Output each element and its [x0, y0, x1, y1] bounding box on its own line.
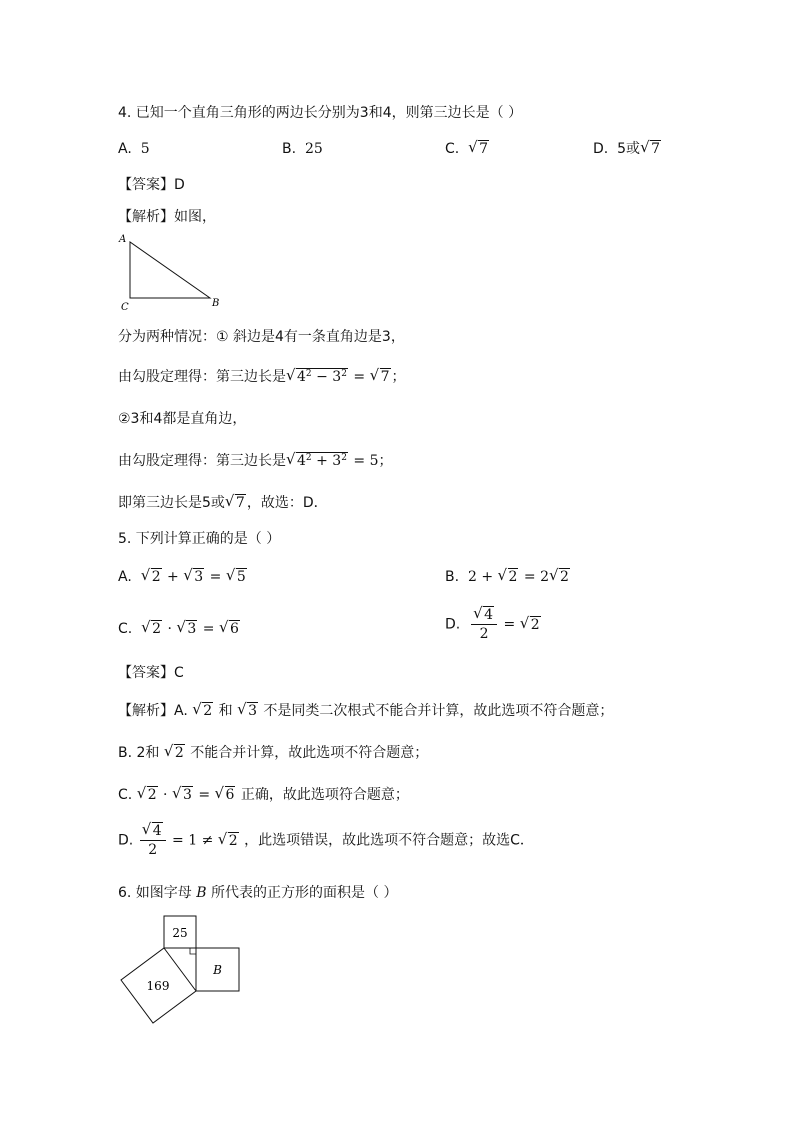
- q5-option-a: A. √ 2 + √ 3 = √ 5: [118, 568, 248, 586]
- square-small-label: 25: [172, 926, 188, 940]
- q4-conclusion: 即第三边长是5或√ 7 ，故选：D．: [118, 494, 328, 512]
- q4-pythagoras-line-1: 由勾股定理得：第三边长是√ $4^2 - 3^2$ = √ 7 ；: [118, 368, 406, 386]
- q6-stem: 6. 如图字母 B 所代表的正方形的面积是（ ）: [118, 885, 398, 901]
- q5-stem: 5. 下列计算正确的是（ ）: [118, 531, 281, 547]
- q5-explain-d: D. √ $\frac{4}{2}$ = 1 ≠ √ 2 ，此选项错误，故此选项不符合题意；故选C．: [118, 822, 534, 859]
- q5-explain-c: C. √ 2 · √ 3 = √ 6 正确，故此选项符合题意；: [118, 786, 409, 804]
- q5-option-c: C. √ 2 · √ 3 = √ 6: [118, 620, 241, 638]
- right-triangle-figure: [116, 230, 226, 314]
- squares-figure: [110, 910, 250, 1030]
- q4-case-two: ②3和4都是直角边，: [118, 411, 247, 427]
- q5-explain-a: 【解析】A. √ 2 和 √ 3 不是同类二次根式不能合并计算，故此选项不符合题意；: [118, 702, 613, 720]
- q5-answer: 【答案】C: [118, 665, 184, 681]
- q4-stem: 4. 已知一个直角三角形的两边长分别为3和4，则第三边长是（ ）: [118, 105, 523, 121]
- q4-answer: 【答案】D: [118, 177, 185, 193]
- square-large-label: 169: [146, 979, 170, 993]
- q4-option-b: B. 25: [282, 141, 323, 157]
- vertex-c-label: C: [121, 302, 129, 313]
- q4-case-one: 分为两种情况：① 斜边是4有一条直角边是3，: [118, 329, 405, 345]
- q5-explain-b: B. 2和 √ 2 不能合并计算，故此选项不符合题意；: [118, 744, 428, 762]
- q5-option-b: B. 2 + √ 2 = 2√ 2: [445, 568, 571, 586]
- q5-option-d: D. √ $\frac{4}{2}$ = √ 2: [445, 606, 542, 643]
- q4-option-d: D. 5或√ 7: [593, 140, 662, 158]
- vertex-b-label: B: [212, 298, 220, 309]
- q4-option-c: C. √ 7: [445, 140, 490, 158]
- vertex-a-label: A: [119, 234, 127, 245]
- right-angle-mark: [190, 948, 196, 954]
- q4-pythagoras-line-2: 由勾股定理得：第三边长是√ $4^2 + 3^2 = 5$；: [118, 452, 393, 470]
- q4-analysis-head: 【解析】如图，: [118, 209, 216, 225]
- q4-option-a: A. 5: [118, 141, 150, 157]
- square-b-label: B: [213, 963, 222, 977]
